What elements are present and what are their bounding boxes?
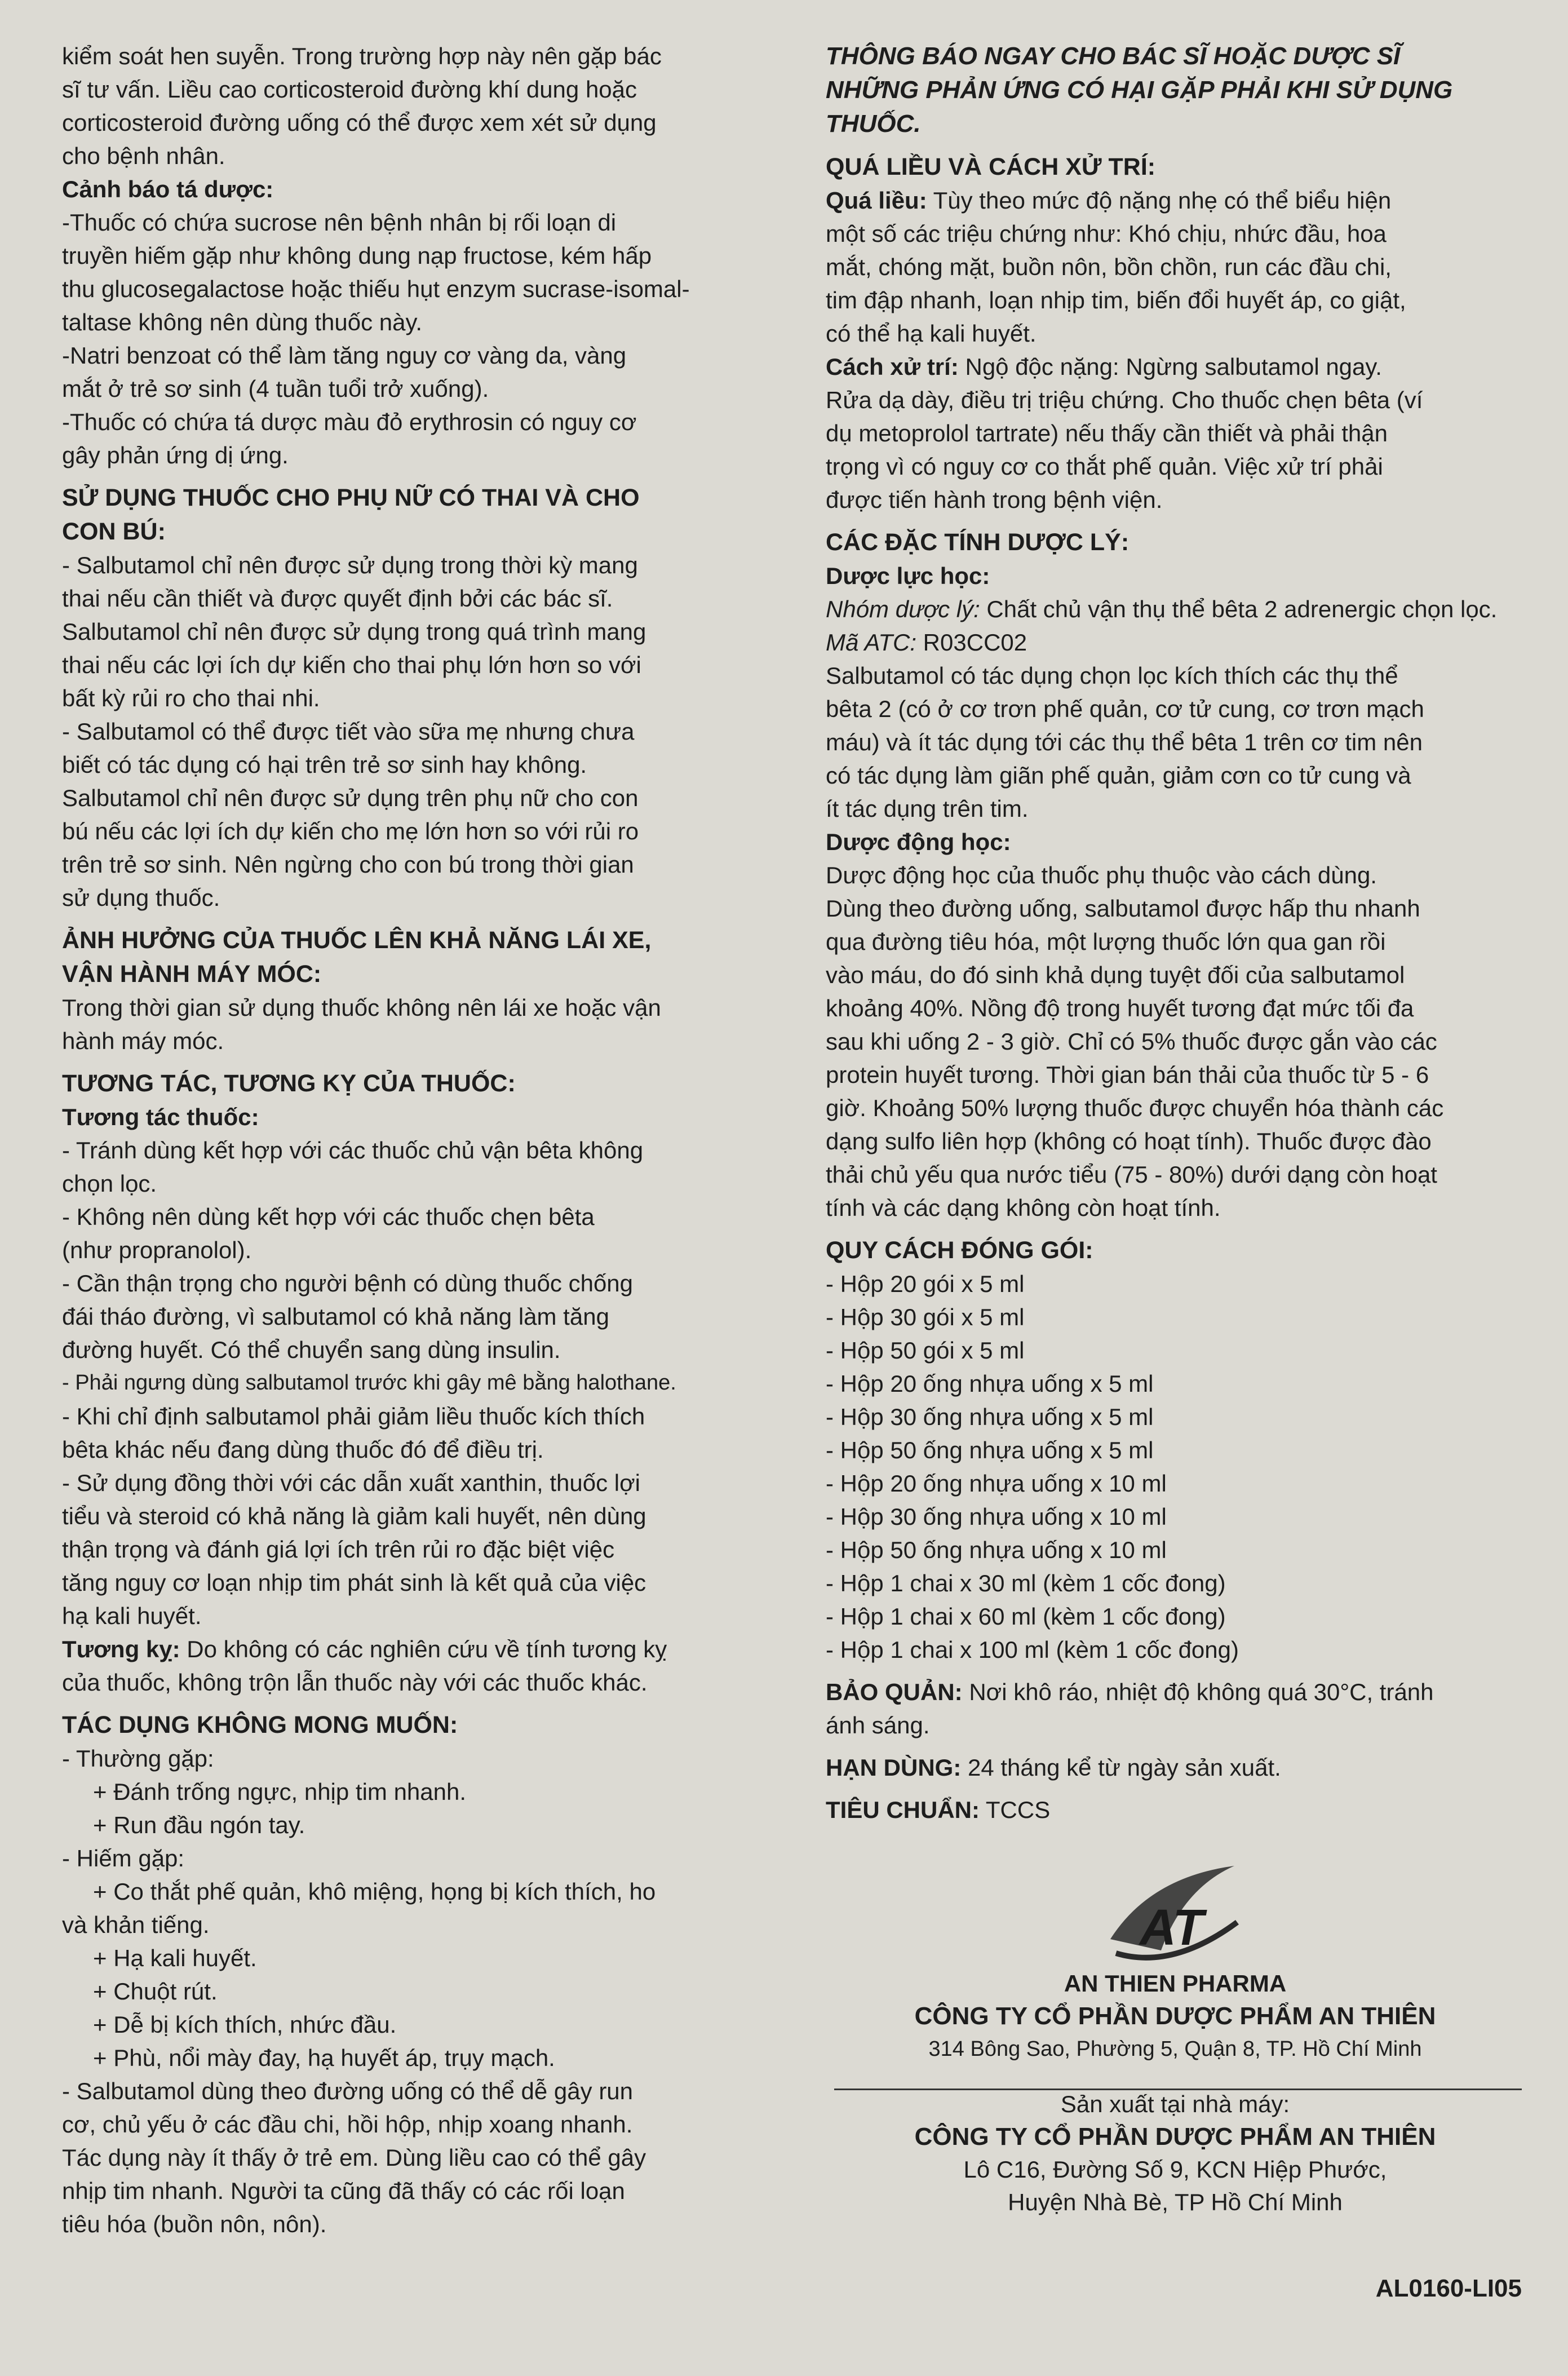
text-line: - Hộp 1 chai x 60 ml (kèm 1 cốc đong) — [826, 1603, 1226, 1630]
labeled-line — [62, 1632, 767, 1666]
text-line: - Hộp 30 ống nhựa uống x 5 ml — [826, 1404, 1154, 1430]
text-line: sau khi uống 2 - 3 giờ. Chỉ có 5% thuốc được gắn vào các — [826, 1028, 1437, 1055]
text-line: Rửa dạ dày, điều trị triệu chứng. Cho thuốc chẹn bêta (ví — [826, 387, 1423, 413]
line-label: HẠN DÙNG: — [826, 1754, 962, 1781]
text-line: Salbutamol chỉ nên được sử dụng trong quá trình mang — [62, 618, 646, 645]
text-line: bêta 2 (có ở cơ trơn phế quản, cơ tử cung, cơ trơn mạch — [826, 696, 1424, 722]
text-line: khoảng 40%. Nồng độ trong huyết tương đạt mức tối đa — [826, 995, 1414, 1021]
factory-address-1: Lô C16, Đường Số 9, KCN Hiệp Phước, — [963, 2156, 1387, 2183]
line-label: Nhóm dược lý: — [826, 596, 980, 622]
notice-heading: NHỮNG PHẢN ỨNG CÓ HẠI GẶP PHẢI KHI SỬ DỤNG — [826, 76, 1453, 104]
text-line: biết có tác dụng có hại trên trẻ sơ sinh hay không. — [62, 751, 587, 778]
indented-line: + Dễ bị kích thích, nhức đầu. — [93, 2011, 397, 2038]
text-line: - Cần thận trọng cho người bệnh có dùng thuốc chống — [62, 1270, 634, 1297]
right-column — [826, 39, 1525, 1826]
divider-line — [834, 2089, 1522, 2090]
text-line: - Khi chỉ định salbutamol phải giảm liều thuốc kích thích — [62, 1403, 645, 1430]
factory-label: Sản xuất tại nhà máy: — [1060, 2091, 1290, 2117]
subheading: Dược lực học: — [826, 563, 990, 589]
text-line: tim đập nhanh, loạn nhịp tim, biến đổi huyết áp, co giật, — [826, 287, 1406, 313]
subheading: Dược động học: — [826, 829, 1011, 855]
section-heading: CON BÚ: — [62, 518, 166, 545]
line-text: Nơi khô ráo, nhiệt độ không quá 30°C, tránh — [962, 1679, 1434, 1705]
text-line: -Thuốc có chứa tá dược màu đỏ erythrosin có nguy cơ — [62, 409, 637, 435]
text-line: - Hộp 30 gói x 5 ml — [826, 1304, 1025, 1330]
text-line: và khản tiếng. — [62, 1912, 210, 1938]
indented-line: + Run đầu ngón tay. — [93, 1812, 305, 1838]
section-heading: ẢNH HƯỞNG CỦA THUỐC LÊN KHẢ NĂNG LÁI XE, — [62, 927, 652, 954]
text-line: tăng nguy cơ loạn nhịp tim phát sinh là kết quả của việc — [62, 1569, 646, 1596]
logo-text: AT — [1140, 1900, 1204, 1956]
line-text: R03CC02 — [916, 629, 1027, 656]
text-line: Tác dụng này ít thấy ở trẻ em. Dùng liều cao có thể gây — [62, 2144, 646, 2171]
text-line: taltase không nên dùng thuốc này. — [62, 309, 423, 335]
text-line: - Không nên dùng kết hợp với các thuốc chẹn bêta — [62, 1204, 595, 1230]
text-line: - Hộp 20 ống nhựa uống x 5 ml — [826, 1370, 1154, 1397]
text-line: Dược động học của thuốc phụ thuộc vào cách dùng. — [826, 862, 1377, 888]
text-line: - Phải ngưng dùng salbutamol trước khi gây mê bằng halothane. — [62, 1371, 676, 1395]
line-label: Mã ATC: — [826, 629, 917, 656]
text-line: thận trọng và đánh giá lợi ích trên rủi ro đặc biệt việc — [62, 1536, 615, 1563]
indented-line: + Đánh trống ngực, nhịp tim nhanh. — [93, 1778, 467, 1805]
text-line: thu glucosegalactose hoặc thiếu hụt enzym sucrase-isomal- — [62, 276, 690, 302]
text-line: - Salbutamol chỉ nên được sử dụng trong thời kỳ mang — [62, 552, 638, 578]
spacer — [62, 1058, 767, 1067]
notice-heading: THUỐC. — [826, 110, 921, 138]
text-line: - Hộp 1 chai x 100 ml (kèm 1 cốc đong) — [826, 1636, 1239, 1663]
text-line: -Thuốc có chứa sucrose nên bệnh nhân bị rối loạn di — [62, 209, 617, 236]
text-line: bú nếu các lợi ích dự kiến cho mẹ lớn hơn so với rủi ro — [62, 818, 639, 844]
spacer — [826, 1224, 1525, 1233]
text-line: được tiến hành trong bệnh viện. — [826, 486, 1163, 513]
text-line: đái tháo đường, vì salbutamol có khả năng làm tăng — [62, 1303, 609, 1330]
subheading: Cảnh báo tá dược: — [62, 176, 274, 202]
spacer — [826, 141, 1525, 150]
text-line: (như propranolol). — [62, 1237, 252, 1263]
indented-line: + Co thắt phế quản, khô miệng, họng bị kích thích, ho — [93, 1878, 656, 1905]
section-heading: VẬN HÀNH MÁY MÓC: — [62, 961, 322, 988]
spacer — [62, 1699, 767, 1708]
spacer — [826, 1666, 1525, 1675]
text-line: protein huyết tương. Thời gian bán thải của thuốc từ 5 - 6 — [826, 1061, 1429, 1088]
labeled-line — [826, 184, 1525, 217]
text-line: - Hộp 50 ống nhựa uống x 5 ml — [826, 1437, 1154, 1463]
section-heading: TÁC DỤNG KHÔNG MONG MUỐN: — [62, 1711, 458, 1738]
indented-line: + Chuột rút. — [93, 1978, 218, 2005]
text-line: có thể hạ kali huyết. — [826, 320, 1037, 347]
text-line: có tác dụng làm giãn phế quản, giảm cơn co tử cung và — [826, 762, 1411, 789]
text-line: - Hộp 50 ống nhựa uống x 10 ml — [826, 1537, 1167, 1563]
line-text: Do không có các nghiên cứu về tính tương kỵ — [180, 1636, 667, 1662]
text-line: sử dụng thuốc. — [62, 884, 220, 911]
text-line: chọn lọc. — [62, 1170, 157, 1197]
indented-line: + Hạ kali huyết. — [93, 1945, 257, 1971]
text-line: máu) và ít tác dụng tới các thụ thể bêta 1 trên cơ tim nên — [826, 729, 1423, 755]
text-line: thải chủ yếu qua nước tiểu (75 - 80%) dưới dạng còn hoạt — [826, 1161, 1437, 1188]
text-line: cho bệnh nhân. — [62, 143, 225, 169]
spacer — [62, 914, 767, 923]
text-line: hạ kali huyết. — [62, 1603, 202, 1629]
text-line: - Hộp 30 ống nhựa uống x 10 ml — [826, 1503, 1167, 1530]
text-line: giờ. Khoảng 50% lượng thuốc được chuyển hóa thành các — [826, 1095, 1444, 1121]
text-line: - Hộp 20 ống nhựa uống x 10 ml — [826, 1470, 1167, 1497]
text-line: - Tránh dùng kết hợp với các thuốc chủ vận bêta không — [62, 1137, 644, 1163]
line-label: Tương kỵ: — [62, 1636, 180, 1662]
text-line: sĩ tư vấn. Liều cao corticosteroid đường khí dung hoặc — [62, 76, 637, 103]
factory-name: CÔNG TY CỔ PHẦN DƯỢC PHẨM AN THIÊN — [914, 2123, 1436, 2151]
factory-address-2: Huyện Nhà Bè, TP Hồ Chí Minh — [1008, 2189, 1343, 2215]
text-line: dụ metoprolol tartrate) nếu thấy cần thiết và phải thận — [826, 420, 1388, 446]
labeled-line — [826, 592, 1525, 626]
text-line: một số các triệu chứng như: Khó chịu, nhức đầu, hoa — [826, 220, 1387, 247]
text-line: thai nếu cần thiết và được quyết định bởi các bác sĩ. — [62, 585, 613, 612]
text-line: Trong thời gian sử dụng thuốc không nên lái xe hoặc vận — [62, 994, 661, 1021]
company-block — [826, 1967, 1525, 2219]
text-line: cơ, chủ yếu ở các đầu chi, hồi hộp, nhịp xoang nhanh. — [62, 2111, 633, 2138]
text-line: - Hộp 1 chai x 30 ml (kèm 1 cốc đong) — [826, 1570, 1226, 1596]
line-text: Chất chủ vận thụ thể bêta 2 adrenergic chọn lọc. — [980, 596, 1498, 622]
text-line: truyền hiếm gặp như không dung nạp fructose, kém hấp — [62, 242, 652, 269]
labeled-line — [826, 626, 1525, 659]
text-line: mắt, chóng mặt, buồn nôn, bồn chồn, run các đầu chi, — [826, 254, 1392, 280]
text-line: mắt ở trẻ sơ sinh (4 tuần tuổi trở xuống). — [62, 375, 489, 402]
text-line: bất kỳ rủi ro cho thai nhi. — [62, 685, 320, 711]
labeled-line — [826, 1751, 1525, 1784]
company-name: CÔNG TY CỔ PHẦN DƯỢC PHẨM AN THIÊN — [914, 2002, 1436, 2030]
spacer — [62, 472, 767, 481]
line-label: BẢO QUẢN: — [826, 1679, 963, 1705]
text-line: đường huyết. Có thể chuyển sang dùng insulin. — [62, 1337, 561, 1363]
document-code: AL0160-LI05 — [1375, 2275, 1522, 2302]
line-text: Tùy theo mức độ nặng nhẹ có thể biểu hiện — [927, 187, 1392, 214]
an-thien-logo-icon — [1099, 1855, 1246, 1979]
line-label: Cách xử trí: — [826, 353, 959, 380]
brand-name: AN THIEN PHARMA — [1064, 1970, 1287, 1997]
indented-line: + Phù, nổi mày đay, hạ huyết áp, trụy mạch. — [93, 2045, 555, 2071]
section-heading: QUY CÁCH ĐÓNG GÓI: — [826, 1237, 1093, 1264]
text-line: Salbutamol chỉ nên được sử dụng trên phụ nữ cho con — [62, 785, 639, 811]
labeled-line — [826, 1675, 1525, 1709]
section-heading: QUÁ LIỀU VÀ CÁCH XỬ TRÍ: — [826, 153, 1156, 180]
text-line: vào máu, do đó sinh khả dụng tuyệt đối của salbutamol — [826, 962, 1405, 988]
text-line: - Hiếm gặp: — [62, 1845, 185, 1871]
spacer — [826, 516, 1525, 525]
notice-heading: THÔNG BÁO NGAY CHO BÁC SĨ HOẶC DƯỢC SĨ — [826, 42, 1401, 70]
text-line: dạng sulfo liên hợp (không có hoạt tính). Thuốc được đào — [826, 1128, 1432, 1154]
text-line: - Thường gặp: — [62, 1745, 214, 1772]
text-line: ít tác dụng trên tim. — [826, 795, 1029, 822]
text-line: trên trẻ sơ sinh. Nên ngừng cho con bú trong thời gian — [62, 851, 634, 878]
text-line: - Salbutamol có thể được tiết vào sữa mẹ nhưng chưa — [62, 718, 635, 745]
section-heading: SỬ DỤNG THUỐC CHO PHỤ NỮ CÓ THAI VÀ CHO — [62, 484, 640, 511]
section-heading: TƯƠNG TÁC, TƯƠNG KỴ CỦA THUỐC: — [62, 1070, 516, 1097]
section-heading: CÁC ĐẶC TÍNH DƯỢC LÝ: — [826, 529, 1130, 556]
line-text: 24 tháng kể từ ngày sản xuất. — [961, 1754, 1281, 1781]
text-line: corticosteroid đường uống có thể được xem xét sử dụng — [62, 109, 657, 136]
labeled-line — [826, 350, 1525, 383]
text-line: nhịp tim nhanh. Người ta cũng đã thấy có các rối loạn — [62, 2178, 625, 2204]
text-line: ánh sáng. — [826, 1712, 930, 1738]
text-line: -Natri benzoat có thể làm tăng nguy cơ vàng da, vàng — [62, 342, 627, 369]
text-line: - Salbutamol dùng theo đường uống có thể dễ gây run — [62, 2078, 634, 2104]
subheading: Tương tác thuốc: — [62, 1104, 259, 1130]
line-label: TIÊU CHUẨN: — [826, 1797, 980, 1823]
line-text: TCCS — [979, 1797, 1051, 1823]
text-line: Salbutamol có tác dụng chọn lọc kích thích các thụ thể — [826, 662, 1398, 689]
text-line: tiểu và steroid có khả năng là giảm kali huyết, nên dùng — [62, 1503, 646, 1529]
company-address: 314 Bông Sao, Phường 5, Quận 8, TP. Hồ Chí Minh — [928, 2037, 1422, 2061]
line-text: Ngộ độc nặng: Ngừng salbutamol ngay. — [958, 353, 1382, 380]
spacer — [826, 1742, 1525, 1751]
left-column — [62, 39, 767, 2241]
spacer — [826, 1784, 1525, 1793]
text-line: tính và các dạng không còn hoạt tính. — [826, 1194, 1221, 1221]
text-line: Dùng theo đường uống, salbutamol được hấp thu nhanh — [826, 895, 1420, 922]
text-line: - Sử dụng đồng thời với các dẫn xuất xanthin, thuốc lợi — [62, 1470, 640, 1496]
text-line: trọng vì có nguy cơ co thắt phế quản. Việc xử trí phải — [826, 453, 1383, 480]
text-line: gây phản ứng dị ứng. — [62, 442, 289, 468]
text-line: hành máy móc. — [62, 1028, 224, 1054]
text-line: bêta khác nếu đang dùng thuốc đó để điều trị. — [62, 1436, 544, 1463]
line-label: Quá liều: — [826, 187, 927, 214]
text-line: kiểm soát hen suyễn. Trong trường hợp này nên gặp bác — [62, 43, 662, 69]
labeled-line — [826, 1793, 1525, 1826]
text-line: - Hộp 20 gói x 5 ml — [826, 1271, 1025, 1297]
text-line: của thuốc, không trộn lẫn thuốc này với các thuốc khác. — [62, 1669, 648, 1696]
text-line: - Hộp 50 gói x 5 ml — [826, 1337, 1025, 1364]
text-line: tiêu hóa (buồn nôn, nôn). — [62, 2211, 327, 2237]
text-line: thai nếu các lợi ích dự kiến cho thai phụ lớn hơn so với — [62, 652, 641, 678]
text-line: qua đường tiêu hóa, một lượng thuốc lớn qua gan rồi — [826, 928, 1386, 955]
